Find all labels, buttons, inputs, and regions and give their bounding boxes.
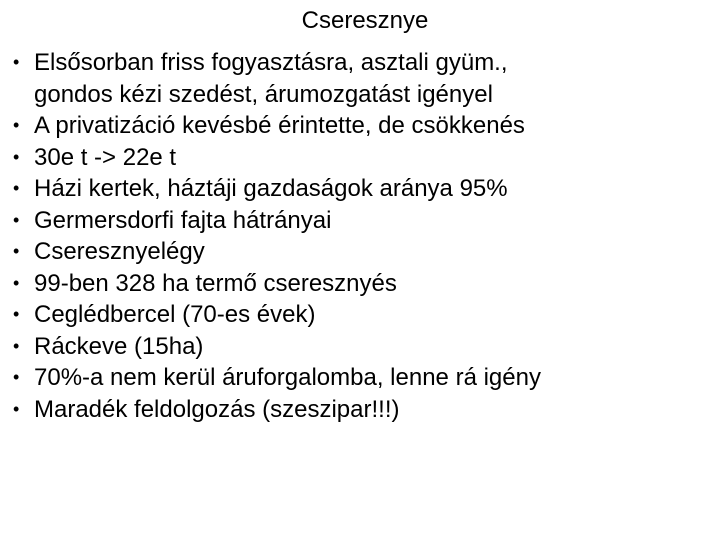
bullet-item — [13, 331, 720, 363]
bullet-text: A privatizáció kevésbé érintette, de csökkenés — [34, 112, 525, 139]
bullet-item — [13, 236, 720, 268]
bullet-text: Cseresznyelégy — [34, 238, 205, 265]
bullet-item — [13, 173, 720, 205]
bullet-text: 99-ben 328 ha termő cseresznyés — [34, 269, 397, 297]
bullet-icon: • — [13, 52, 20, 72]
bullet-icon: • — [13, 146, 20, 167]
bullet-item — [13, 110, 720, 142]
bullet-text: Ráckeve (15ha) — [34, 332, 204, 360]
bullet-icon: • — [13, 335, 20, 356]
slide-title: Cseresznye — [301, 7, 429, 34]
bullet-item — [13, 268, 720, 300]
bullet-text: Elsősorban friss fogyasztásra, asztali gyüm., — [34, 49, 508, 76]
bullet-list — [13, 47, 720, 425]
bullet-item — [13, 299, 720, 331]
bullet-item — [13, 205, 720, 237]
bullet-icon: • — [13, 178, 20, 198]
bullet-icon: • — [13, 304, 20, 324]
bullet-text-continuation: gondos kézi szedést, árumozgatást igényel — [34, 80, 493, 108]
bullet-item — [13, 362, 720, 394]
bullet-icon: • — [13, 398, 20, 419]
bullet-icon: • — [13, 241, 20, 261]
bullet-text: Ceglédbercel (70-es évek) — [34, 301, 316, 328]
bullet-icon: • — [13, 115, 20, 135]
bullet-item — [13, 47, 720, 110]
bullet-icon: • — [13, 367, 20, 387]
bullet-text: 30e t -> 22e t — [34, 143, 177, 171]
bullet-icon: • — [13, 209, 20, 230]
bullet-text: Germersdorfi fajta hátrányai — [34, 206, 332, 234]
bullet-item — [13, 394, 720, 426]
bullet-text: Házi kertek, háztáji gazdaságok aránya 95% — [34, 175, 508, 202]
bullet-icon: • — [13, 272, 20, 293]
bullet-item — [13, 142, 720, 174]
bullet-text: 70%-a nem kerül áruforgalomba, lenne rá igény — [34, 364, 541, 391]
bullet-text: Maradék feldolgozás (szeszipar!!!) — [34, 395, 400, 423]
